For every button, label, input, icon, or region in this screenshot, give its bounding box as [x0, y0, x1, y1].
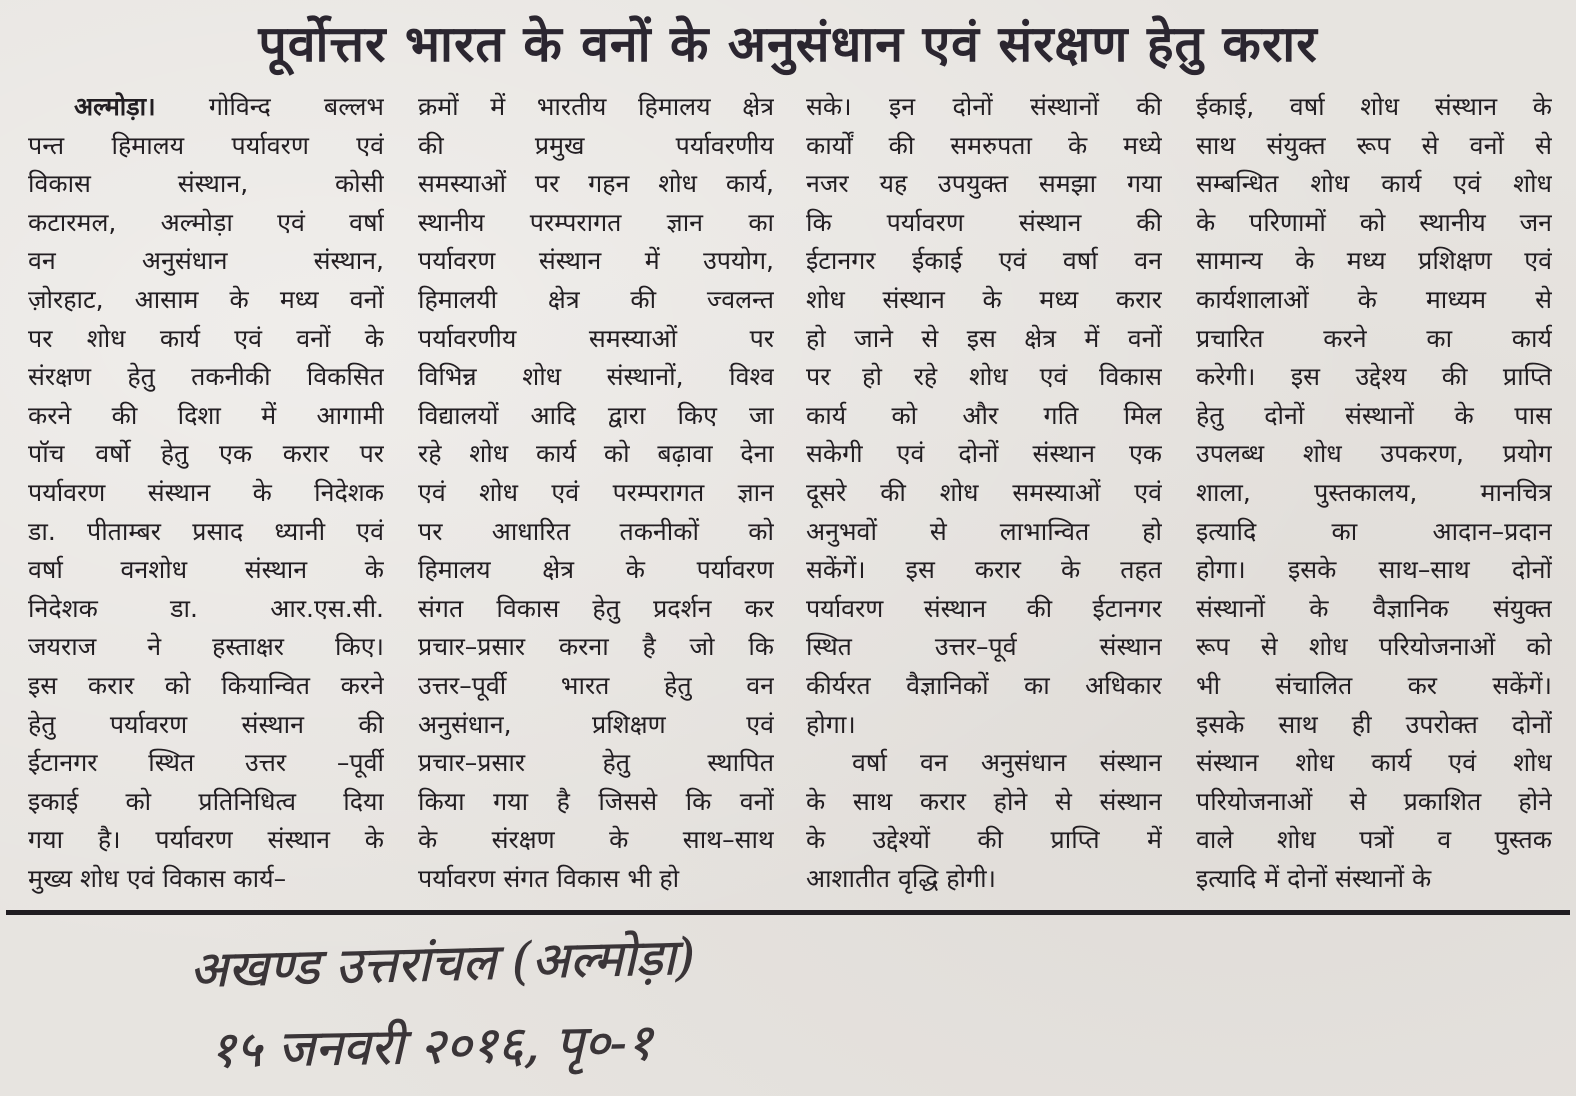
article-line: पॉच वर्षो हेतु एक करार पर	[28, 439, 384, 469]
article-line: साथ संयुक्त रूप से वनों से	[1196, 130, 1552, 160]
article-column-4	[1196, 88, 1552, 896]
article-line: कटारमल, अल्मोड़ा एवं वर्षा	[28, 207, 384, 237]
article-column-3	[806, 88, 1162, 896]
article-line: सम्बन्धित शोध कार्य एवं शोध	[1196, 169, 1552, 199]
article-line: शोध संस्थान के मध्य करार	[806, 284, 1162, 314]
article-line: कार्यशालाओं के माध्यम से	[1196, 284, 1552, 314]
article-line: पर्यावरण संस्थान के निदेशक	[28, 477, 384, 507]
article-line: हो जाने से इस क्षेत्र में वनों	[806, 323, 1162, 353]
article-line: सामान्य के मध्य प्रशिक्षण एवं	[1196, 246, 1552, 276]
article-line: स्थानीय परम्परागत ज्ञान का	[418, 207, 774, 237]
article-line: करेगी। इस उद्देश्य की प्राप्ति	[1196, 362, 1552, 392]
article-line: वर्षा वन अनुसंधान संस्थान	[852, 748, 1162, 778]
article-line: इसके साथ ही उपरोक्त दोनों	[1196, 709, 1552, 739]
article-line: नजर यह उपयुक्त समझा गया	[806, 169, 1162, 199]
article-line: करने की दिशा में आगामी	[28, 400, 384, 430]
article-line: होगा।	[806, 709, 856, 739]
article-line: दूसरे की शोध समस्याओं एवं	[806, 477, 1162, 507]
headline: पूर्वोत्तर भारत के वनों के अनुसंधान एवं संरक्षण हेतु करार	[258, 15, 1318, 73]
article-line: प्रचार–प्रसार हेतु स्थापित	[418, 748, 774, 778]
article-line: डा. पीताम्बर प्रसाद ध्यानी एवं	[28, 516, 384, 546]
article-column-1	[28, 88, 384, 896]
article-line: इत्यादि का आदान–प्रदान	[1196, 516, 1552, 546]
article-line: के परिणामों को स्थानीय जन	[1196, 207, 1552, 237]
article-line: होगा। इसके साथ–साथ दोनों	[1196, 555, 1552, 585]
article-line: संरक्षण हेतु तकनीकी विकसित	[28, 362, 384, 392]
article-line: सके। इन दोनों संस्थानों की	[806, 92, 1162, 121]
article-line: कार्यों की समरुपता के मध्ये	[806, 130, 1162, 160]
article-line: निदेशक डा. आर.एस.सी.	[28, 593, 384, 623]
dateline: अल्मोड़ा।	[74, 92, 156, 121]
article-line: विभिन्न शोध संस्थानों, विश्व	[418, 362, 774, 392]
article-line: प्रचारित करने का कार्य	[1196, 323, 1552, 353]
article-line: ज़ोरहाट, आसाम के मध्य वनों	[28, 284, 384, 314]
article-line: वन अनुसंधान संस्थान,	[28, 246, 384, 276]
article-line: के उद्देश्यों की प्राप्ति में	[806, 825, 1162, 855]
article-line: ईटानगर ईकाई एवं वर्षा वन	[806, 246, 1162, 276]
article-line: की प्रमुख पर्यावरणीय	[418, 130, 774, 160]
article-line: किया गया है जिससे कि वनों	[418, 786, 774, 816]
article-line: भी संचालित कर सकेंगें।	[1196, 670, 1552, 700]
article-line: संगत विकास हेतु प्रदर्शन कर	[418, 593, 774, 623]
article-line: पर्यावरण संस्थान में उपयोग,	[418, 246, 774, 276]
article-line: वाले शोध पत्रों व पुस्तक	[1196, 825, 1552, 855]
article-line: परियोजनाओं से प्रकाशित होने	[1196, 786, 1552, 816]
article-line: आशातीत वृद्धि होगी।	[806, 863, 997, 893]
article-line: एवं शोध एवं परम्परागत ज्ञान	[418, 477, 774, 507]
article-line: सकेगी एवं दोनों संस्थान एक	[806, 439, 1162, 469]
article-line: स्थित उत्तर–पूर्व संस्थान	[806, 632, 1162, 662]
article-line: ईकाई, वर्षा शोध संस्थान के	[1196, 92, 1552, 121]
article-line: समस्याओं पर गहन शोध कार्य,	[418, 169, 774, 199]
article-line: संस्थान शोध कार्य एवं शोध	[1196, 748, 1552, 778]
article-line: सकेंगें। इस करार के तहत	[806, 555, 1162, 585]
article-line: पर्यावरण संगत विकास भी हो	[418, 863, 680, 893]
article-line: संस्थानों के वैज्ञानिक संयुक्त	[1196, 593, 1552, 623]
article-line: वर्षा वनशोध संस्थान के	[28, 555, 384, 585]
article-line: पर्यावरणीय समस्याओं पर	[418, 323, 774, 353]
article-line: मुख्य शोध एवं विकास कार्य–	[28, 863, 287, 893]
article-line: के साथ करार होने से संस्थान	[806, 786, 1162, 816]
article-line: इकाई को प्रतिनिधित्व दिया	[28, 786, 384, 816]
article-line: क्रमों में भारतीय हिमालय क्षेत्र	[418, 92, 774, 121]
article-line: विद्यालयों आदि द्वारा किए जा	[418, 400, 774, 430]
article-line: उत्तर–पूर्वी भारत हेतु वन	[418, 670, 774, 700]
article-line: पर हो रहे शोध एवं विकास	[806, 362, 1162, 392]
article-line: हिमालयी क्षेत्र की ज्वलन्त	[418, 284, 774, 314]
article-column-2	[418, 88, 774, 896]
article-line: इस करार को कियान्वित करने	[28, 670, 384, 700]
article-line: गया है। पर्यावरण संस्थान के	[28, 825, 384, 855]
handwritten-line-2: १५ जनवरी २०१६, पृ०-१	[209, 1013, 654, 1079]
article-line: अनुसंधान, प्रशिक्षण एवं	[418, 709, 774, 739]
article-line: पर आधारित तकनीकों को	[418, 516, 774, 546]
handwritten-source-note	[160, 925, 880, 1085]
article-line: कार्य को और गति मिल	[806, 400, 1162, 430]
article-line: के संरक्षण के साथ–साथ	[418, 825, 774, 855]
article-line: विकास संस्थान, कोसी	[28, 169, 384, 199]
article-line: पर शोध कार्य एवं वनों के	[28, 323, 384, 353]
article-line	[28, 88, 384, 127]
article-line: हेतु दोनों संस्थानों के पास	[1196, 400, 1552, 430]
article-line: रहे शोध कार्य को बढ़ावा देना	[418, 439, 774, 469]
article-line: हिमालय क्षेत्र के पर्यावरण	[418, 555, 774, 585]
article-text: गोविन्द बल्लभ	[208, 92, 384, 121]
article-line: इत्यादि में दोनों संस्थानों के	[1196, 863, 1432, 893]
article-line: ईटानगर स्थित उत्तर –पूर्वी	[28, 748, 384, 778]
article-line: हेतु पर्यावरण संस्थान की	[28, 709, 384, 739]
article-line: कि पर्यावरण संस्थान की	[806, 207, 1162, 237]
article-line: रूप से शोध परियोजनाओं को	[1196, 632, 1552, 662]
article-line: प्रचार–प्रसार करना है जो कि	[418, 632, 774, 662]
article-line: शाला, पुस्तकालय, मानचित्र	[1196, 477, 1552, 507]
article-line: जयराज ने हस्ताक्षर किए।	[28, 632, 384, 662]
article-line: अनुभवों से लाभान्वित हो	[806, 516, 1162, 546]
column-rule	[6, 910, 1570, 915]
article-line: कीर्यरत वैज्ञानिकों का अधिकार	[806, 670, 1162, 700]
article-line: पन्त हिमालय पर्यावरण एवं	[28, 130, 384, 160]
handwritten-line-1: अखण्ड उत्तरांचल (अल्मोड़ा)	[188, 927, 696, 999]
article-line: उपलब्ध शोध उपकरण, प्रयोग	[1196, 439, 1552, 469]
article-line: पर्यावरण संस्थान की ईटानगर	[806, 593, 1162, 623]
